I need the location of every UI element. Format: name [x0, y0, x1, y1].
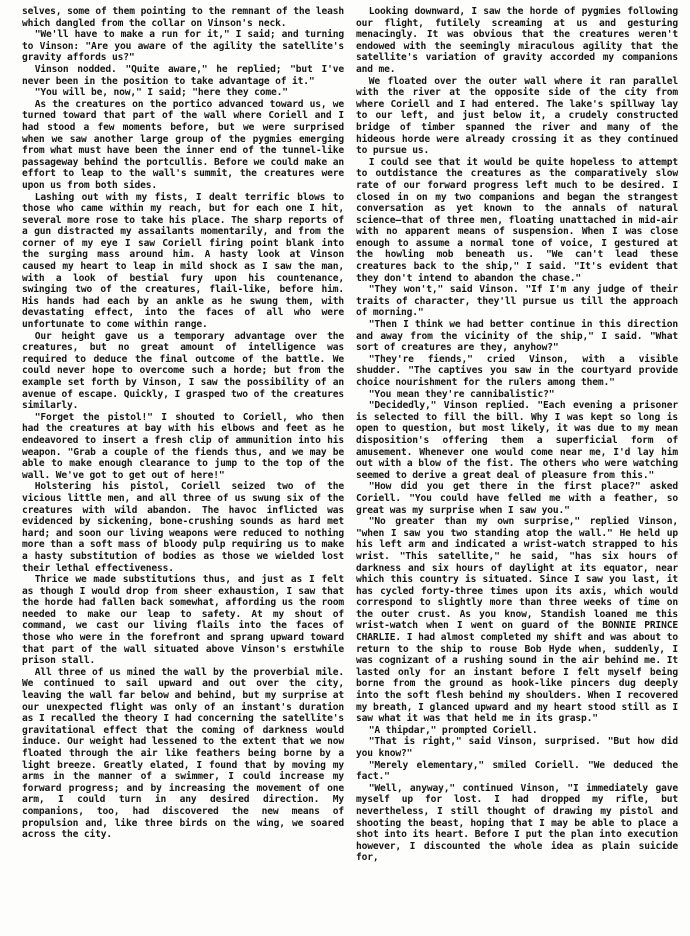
paragraph: selves, some of them pointing to the remnant of the leash which dangled from the collar on Vinson's neck. — [22, 6, 344, 29]
paragraph: We floated over the outer wall where it ran parallel with the river at the opposite side of the city from where Coriell and I had entered. The lake's spillway lay to our left, and just below it, a crudely constructed bridge of timber spanned the river and many of the hideous horde were already crossing it as they continued to pursue us. — [356, 75, 678, 157]
right-text-column — [356, 6, 678, 930]
paragraph: Looking downward, I saw the horde of pygmies following our flight, futilely screaming at us and gesturing menacingly. It was obvious that the creatures weren't endowed with the seemingly miraculous agility that the satellite's variation of gravity accorded my companions and me. — [356, 6, 678, 75]
paragraph: "You mean they're cannibalistic?" — [368, 388, 555, 400]
paragraph: "Merely elementary," smiled Coriell. "We deduced the fact." — [356, 759, 678, 783]
paragraph: "Forget the pistol!" I shouted to Coriell, who then had the creatures at bay with his elbows and feet as he endeavored to insert a fresh clip of ammunition into his weapon. "Grab a couple of the fiends thus, and we may be able to make enough clearance to jump to the top of the wall. We've got to get out of here!" — [22, 411, 344, 481]
paragraph: "Then I think we had better continue in this direction and away from the vicinity of the ship," I said. "What sort of creatures are they, anyhow?" — [356, 319, 678, 354]
paragraph: Our height gave us a temporary advantage over the creatures, but no great amount of intelligence was required to deduce the final outcome of the battle. We could never hope to overcome such a horde; but from the example set forth by Vinson, I saw the possibility of an avenue of escape. Quickly, I grasped two of the creatures similarly. — [22, 330, 344, 412]
paragraph: "That is right," said Vinson, surprised. "But how did you know?" — [356, 736, 678, 759]
left-text-column — [22, 6, 344, 930]
paragraph: "Well, anyway," continued Vinson, "I immediately gave myself up for lost. I had dropped my rifle, but nevertheless, I still thought of drawing my pistol and shooting the beast, hoping that I may be able to place a shot into its heart. Before I put the plan into execution however, I discounted the whole idea as plain suicide for, — [356, 782, 678, 864]
paragraph: Lashing out with my fists, I dealt terrific blows to those who came within my reach, but for each one I hit, several more rose to take his place. The sharp reports of a gun distracted my assailants momentarily, and from the corner of my eye I saw Coriell firing point blank into the surging mass around him. A hasty look at Vinson caused my heart to leap in mild shock as I saw the man, with a look of bestial fury upon his countenance, swinging two of the creatures, flail-like, before him. His hands had each by an ankle as he swung them, with devastating effect, into the faces of all who were unfortunate to come within range. — [22, 191, 344, 331]
paragraph: As the creatures on the portico advanced toward us, we turned toward that part of the wall where Coriell and I had stood a few moments before, but we were surprised when we saw another large group of the pygmies emerging from what must have been the inner end of the tunnel-like passageway behind the portcullis. Before we could make an effort to leap to the wall's summit, the creatures were upon us from both sides. — [22, 98, 344, 191]
paragraph: "No greater than my own surprise," replied Vinson, "when I saw you two standing atop the wall." He held up his left arm and indicated a wrist-watch strapped to his wrist. "This satellite," he said, "has six hours of darkness and six hours of daylight at its equator, near which this country is situated. Since I saw you last, it has cycled forty-three times upon its axis, which would correspond to slightly more than three weeks of time on the outer crust. As you know, Standish loaned me this wrist-watch when I went on guard of the BONNIE PRINCE CHARLIE. I had almost completed my shift and was about to return to the ship to rouse Bob Hyde when, suddenly, I was cognizant of a rushing sound in the air behind me. It lasted only for an instant before I felt myself being borne from the ground as hook-like pincers dug deeply into the soft flesh behind my shoulders. When I recovered my breath, I glanced upward and my heart stood still as I saw what it was that held me in its grasp." — [356, 516, 678, 725]
paragraph: Vinson nodded. "Quite aware," he replied; "but I've never been in the position to take advantage of it." — [22, 63, 344, 87]
paragraph: Thrice we made substitutions thus, and just as I felt as though I would drop from sheer exhaustion, I saw that the horde had fallen back somewhat, affording us the room needed to make our leap to safety. At my shout of command, we cast our living flails into the faces of those who were in the forefront and sprang upward toward that part of the wall situated above Vinson's erstwhile prison stall. — [22, 574, 344, 667]
paragraph: "We'll have to make a run for it," I said; and turning to Vinson: "Are you aware of the agility the satellite's gravity affords us?" — [22, 29, 344, 64]
paragraph: All three of us mined the wall by the proverbial mile. We continued to sail upward and out over the city, leaving the wall far below and behind, but my surprise at our unexpected flight was only of an instant's duration as I recalled the theory I had concerning the satellite's gravitational effect that the coming of darkness would induce. Our weight had lessened to the extent that we now floated through the air like feathers being borne by a light breeze. Greatly elated, I found that by moving my arms in the manner of a swimmer, I could increase my forward progress; and by increasing the movement of one arm, I could turn in any desired direction. My companions, too, had discovered the new means of propulsion and, like three birds on the wing, we soared across the city. — [22, 666, 344, 841]
paragraph: "Decidedly," Vinson replied. "Each evening a prisoner is selected to fill the bill. Why I was kept so long is open to question, but most likely, it was due to my mean disposition's offering them a superficial form of amusement. Whenever one would come near me, I'd lay him out with a blow of the fist. The others who were watching seemed to derive a great deal of pleasure from this." — [356, 400, 678, 481]
paragraph: Holstering his pistol, Coriell seized two of the vicious little men, and all three of us swung six of the creatures with wild abandon. The havoc inflicted was evidenced by sickening, bone-crushing sounds as hard met hard; and soon our living weapons were reduced to nothing more than a soft mass of bloody pulp requiring us to make a hasty substitution of bodies as those we wielded lost their lethal effectiveness. — [22, 481, 344, 574]
paragraph: "A thipdar," prompted Coriell. — [368, 724, 538, 736]
paragraph: "They won't," said Vinson. "If I'm any judge of their traits of character, they'll pursue us till the approach of morning." — [356, 284, 678, 319]
paragraph: I could see that it would be quite hopeless to attempt to outdistance the creatures as the comparatively slow rate of our forward progress left much to be desired. I closed in on my two companions and began the strangest conversation as yet known to the annals of natural science—that of three men, floating unattached in mid-air with no apparent means of suspension. When I was close enough to assume a normal tone of voice, I gestured at the howling mob beneath us. "We can't lead these creatures back to the ship," I said. "It's evident that they don't intend to abandon the chase." — [356, 156, 678, 284]
paragraph: "They're fiends," cried Vinson, with a visible shudder. "The captives you saw in the courtyard provide choice nourishment for the rulers among them." — [356, 353, 678, 388]
paragraph: "You will be, now," I said; "here they come." — [34, 87, 288, 99]
paragraph: "How did you get there in the first place?" asked Coriell. "You could have felled me with a feather, so great was my surprise when I saw you." — [356, 481, 678, 516]
